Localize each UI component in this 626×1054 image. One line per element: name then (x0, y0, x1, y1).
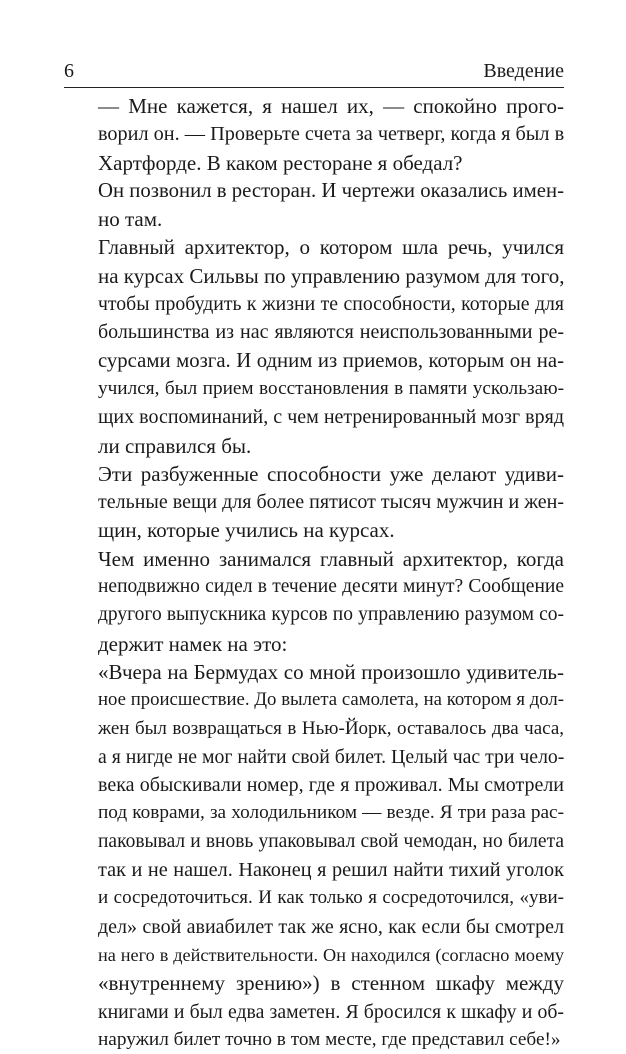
paragraph-3 (64, 233, 564, 459)
text-line: держит намек на это: (98, 631, 288, 656)
text-line: тельные вещи для более пятисот тысяч мужчин и жен- (98, 491, 564, 514)
text-line: так и не нашел. Наконец я решил найти тихий уголок (98, 859, 564, 882)
text-line: паковывал и вновь упаковывал свой чемодан, но билета (98, 830, 564, 852)
text-line: щих воспоминаний, с чем нетренированный мозг вряд (98, 406, 564, 429)
paragraph-1 (64, 92, 564, 177)
text-line: жен был возвращаться в Нью-Йорк, оставалось два часа, (98, 717, 564, 739)
text-line: под коврами, за холодильником — везде. Я три раза рас- (98, 802, 564, 824)
section-title: Введение (483, 60, 564, 82)
text-line: — Мне кажется, я нашел их, — спокойно прого- (98, 94, 564, 118)
text-line: и сосредоточиться. И как только я сосредоточился, «уви- (98, 887, 564, 909)
header-rule (64, 87, 564, 88)
paragraph-2 (64, 177, 564, 234)
text-line: другого выпускника курсов по управлению разумом со- (98, 604, 564, 626)
paragraph-5 (64, 545, 564, 658)
text-line: учился, был прием восстановления в памяти ускользаю- (98, 377, 564, 399)
text-line: Чем именно занимался главный архитектор, когда (98, 546, 564, 571)
text-line: «Вчера на Бермудах со мной произошло удивитель- (98, 659, 564, 684)
text-line: ли справился бы. (98, 433, 252, 458)
text-line: на курсах Сильвы по управлению разумом для того, (98, 263, 565, 288)
text-line: Хартфорде. В каком ресторане я обедал? (98, 150, 463, 175)
paragraph-6 (64, 658, 564, 1054)
text-line: дел» свой авиабилет так же ясно, как если бы смотрел (98, 915, 564, 938)
text-line: Эти разбуженные способности уже делают удиви- (98, 461, 564, 486)
running-head (64, 56, 564, 86)
text-line: Он позвонил в ресторан. И чертежи оказались имен- (98, 179, 564, 202)
text-line: большинства из нас являются неиспользованными ре- (98, 321, 564, 344)
text-line: сурсами мозга. И одним из приемов, которым он на- (98, 349, 564, 372)
text-line: чтобы пробудить к жизни те способности, которые для (98, 293, 564, 316)
paragraph-4 (64, 460, 564, 545)
text-line: ворил он. — Проверьте счета за четверг, когда я был в (98, 123, 565, 146)
text-line: Главный архитектор, о котором шла речь, учился (98, 235, 564, 260)
text-line: наружил билет точно в том месте, где представил себе!» (98, 1028, 561, 1050)
text-line: «внутреннему зрению») в стенном шкафу между (98, 971, 564, 996)
text-line: ное происшествие. До вылета самолета, на котором я дол- (98, 689, 564, 711)
text-line: щин, которые учились на курсах. (98, 518, 395, 543)
text-line: книгами и был едва заметен. Я бросился к шкафу и об- (98, 1000, 564, 1023)
page-number: 6 (64, 60, 74, 82)
text-line: неподвижно сидел в течение десяти минут? Сообщение (98, 576, 564, 598)
text-line: но там. (98, 207, 163, 232)
body-text (64, 92, 564, 1054)
text-line: века обыскивали номер, где я проживал. Мы смотрели (98, 774, 564, 797)
text-line: на него в действительности. Он находился (согласно моему (98, 944, 564, 965)
text-line: а я нигде не мог найти свой билет. Целый час три чело- (98, 745, 565, 768)
